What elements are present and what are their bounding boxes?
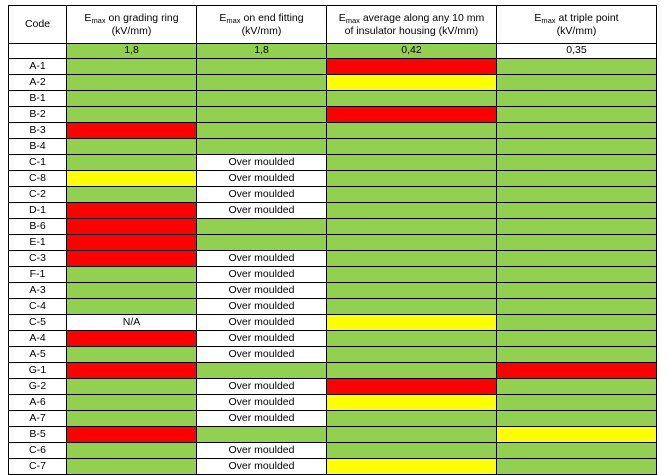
cell-housing — [327, 379, 497, 395]
cell-housing — [327, 203, 497, 219]
header-cell-housing — [327, 6, 497, 44]
cell-end-fitting: Over moulded — [197, 187, 327, 203]
cell-end-fitting — [197, 427, 327, 443]
cell-grading-ring — [67, 379, 197, 395]
table-row — [9, 411, 657, 427]
row-code-cell: A-3 — [9, 283, 67, 299]
table-row — [9, 363, 657, 379]
cell-housing — [327, 315, 497, 331]
table-row — [9, 443, 657, 459]
cell-triple-point — [497, 203, 657, 219]
table-row — [9, 347, 657, 363]
row-code-cell: C-5 — [9, 315, 67, 331]
row-code-cell: F-1 — [9, 267, 67, 283]
header-label-code: Code — [24, 18, 51, 31]
row-code-cell: B-1 — [9, 91, 67, 107]
cell-end-fitting: Over moulded — [197, 299, 327, 315]
cell-housing — [327, 59, 497, 75]
row-code-cell: A-4 — [9, 331, 67, 347]
table-row — [9, 299, 657, 315]
cell-housing — [327, 107, 497, 123]
limit-cell-housing: 0,42 — [327, 44, 497, 59]
cell-grading-ring — [67, 171, 197, 187]
row-code-cell: C-2 — [9, 187, 67, 203]
table-row — [9, 203, 657, 219]
table-row — [9, 171, 657, 187]
row-code-cell: C-1 — [9, 155, 67, 171]
cell-housing — [327, 91, 497, 107]
cell-triple-point — [497, 187, 657, 203]
cell-housing — [327, 395, 497, 411]
row-code-cell: G-2 — [9, 379, 67, 395]
cell-grading-ring — [67, 443, 197, 459]
cell-triple-point — [497, 171, 657, 187]
table-row — [9, 123, 657, 139]
cell-housing — [327, 219, 497, 235]
cell-grading-ring — [67, 219, 197, 235]
cell-grading-ring — [67, 203, 197, 219]
cell-triple-point — [497, 395, 657, 411]
table-row — [9, 219, 657, 235]
cell-triple-point — [497, 411, 657, 427]
header-label-housing: $E_{max}$ average along any 10 mm — [338, 11, 485, 25]
cell-end-fitting: Over moulded — [197, 315, 327, 331]
cell-triple-point — [497, 59, 657, 75]
cell-end-fitting — [197, 107, 327, 123]
cell-housing — [327, 299, 497, 315]
header-row — [9, 6, 657, 44]
cell-grading-ring — [67, 395, 197, 411]
row-code-cell: G-1 — [9, 363, 67, 379]
table-row — [9, 427, 657, 443]
table-row — [9, 139, 657, 155]
limits-row — [9, 44, 657, 59]
cell-end-fitting: Over moulded — [197, 331, 327, 347]
cell-housing — [327, 267, 497, 283]
cell-housing — [327, 459, 497, 475]
header-unit-housing: of insulator housing (kV/mm) — [344, 24, 479, 37]
row-code-cell: A-5 — [9, 347, 67, 363]
cell-end-fitting: Over moulded — [197, 411, 327, 427]
cell-housing — [327, 443, 497, 459]
cell-housing — [327, 235, 497, 251]
cell-end-fitting: Over moulded — [197, 395, 327, 411]
table-row — [9, 267, 657, 283]
row-code-cell: B-2 — [9, 107, 67, 123]
row-code-cell: C-8 — [9, 171, 67, 187]
cell-triple-point — [497, 363, 657, 379]
cell-triple-point — [497, 347, 657, 363]
cell-triple-point — [497, 107, 657, 123]
cell-grading-ring — [67, 75, 197, 91]
cell-grading-ring — [67, 139, 197, 155]
cell-housing — [327, 187, 497, 203]
cell-grading-ring — [67, 91, 197, 107]
cell-end-fitting: Over moulded — [197, 251, 327, 267]
cell-housing — [327, 155, 497, 171]
table-row — [9, 459, 657, 475]
cell-housing — [327, 363, 497, 379]
header-label-triple-point: $E_{max}$ at triple point — [534, 11, 619, 25]
cell-triple-point — [497, 331, 657, 347]
cell-grading-ring — [67, 155, 197, 171]
table-row — [9, 235, 657, 251]
cell-triple-point — [497, 267, 657, 283]
cell-end-fitting: Over moulded — [197, 203, 327, 219]
cell-end-fitting: Over moulded — [197, 347, 327, 363]
table-header — [9, 6, 657, 59]
cell-grading-ring — [67, 363, 197, 379]
cell-triple-point — [497, 219, 657, 235]
cell-triple-point — [497, 299, 657, 315]
cell-end-fitting: Over moulded — [197, 459, 327, 475]
cell-triple-point — [497, 427, 657, 443]
cell-triple-point — [497, 283, 657, 299]
header-unit-end-fitting: (kV/mm) — [241, 24, 282, 37]
limit-cell-grading-ring: 1,8 — [67, 44, 197, 59]
cell-grading-ring — [67, 123, 197, 139]
cell-grading-ring — [67, 299, 197, 315]
cell-end-fitting — [197, 75, 327, 91]
row-code-cell: A-6 — [9, 395, 67, 411]
cell-housing — [327, 427, 497, 443]
cell-end-fitting: Over moulded — [197, 443, 327, 459]
cell-housing — [327, 139, 497, 155]
cell-housing — [327, 171, 497, 187]
cell-housing — [327, 411, 497, 427]
header-cell-grading-ring — [67, 6, 197, 44]
row-code-cell: B-5 — [9, 427, 67, 443]
row-code-cell: A-1 — [9, 59, 67, 75]
cell-triple-point — [497, 235, 657, 251]
table-row — [9, 75, 657, 91]
row-code-cell: B-4 — [9, 139, 67, 155]
cell-grading-ring — [67, 267, 197, 283]
cell-housing — [327, 331, 497, 347]
results-table-container — [8, 5, 656, 475]
limit-cell-triple-point: 0,35 — [497, 44, 657, 59]
cell-grading-ring: N/A — [67, 315, 197, 331]
cell-end-fitting — [197, 123, 327, 139]
row-code-cell: A-7 — [9, 411, 67, 427]
cell-housing — [327, 347, 497, 363]
table-row — [9, 59, 657, 75]
table-row — [9, 283, 657, 299]
cell-end-fitting: Over moulded — [197, 283, 327, 299]
row-code-cell: B-6 — [9, 219, 67, 235]
cell-grading-ring — [67, 331, 197, 347]
cell-housing — [327, 251, 497, 267]
table-row — [9, 107, 657, 123]
cell-end-fitting — [197, 91, 327, 107]
cell-housing — [327, 123, 497, 139]
header-unit-triple-point: (kV/mm) — [556, 24, 597, 37]
cell-triple-point — [497, 315, 657, 331]
row-code-cell: D-1 — [9, 203, 67, 219]
table-row — [9, 251, 657, 267]
cell-end-fitting: Over moulded — [197, 379, 327, 395]
cell-end-fitting: Over moulded — [197, 155, 327, 171]
cell-grading-ring — [67, 283, 197, 299]
cell-end-fitting — [197, 363, 327, 379]
table-row — [9, 91, 657, 107]
cell-triple-point — [497, 91, 657, 107]
limit-cell-end-fitting: 1,8 — [197, 44, 327, 59]
cell-triple-point — [497, 123, 657, 139]
cell-triple-point — [497, 155, 657, 171]
cell-triple-point — [497, 443, 657, 459]
cell-end-fitting — [197, 219, 327, 235]
row-code-cell: C-6 — [9, 443, 67, 459]
cell-end-fitting: Over moulded — [197, 171, 327, 187]
cell-grading-ring — [67, 235, 197, 251]
cell-end-fitting — [197, 139, 327, 155]
limit-cell-code — [9, 44, 67, 59]
header-label-grading-ring: $E_{max}$ on grading ring — [84, 11, 179, 25]
cell-grading-ring — [67, 347, 197, 363]
cell-housing — [327, 75, 497, 91]
cell-end-fitting: Over moulded — [197, 267, 327, 283]
header-cell-code — [9, 6, 67, 44]
table-row — [9, 187, 657, 203]
cell-housing — [327, 283, 497, 299]
cell-grading-ring — [67, 107, 197, 123]
row-code-cell: E-1 — [9, 235, 67, 251]
row-code-cell: C-4 — [9, 299, 67, 315]
cell-grading-ring — [67, 459, 197, 475]
cell-triple-point — [497, 139, 657, 155]
cell-grading-ring — [67, 59, 197, 75]
cell-triple-point — [497, 75, 657, 91]
row-code-cell: C-3 — [9, 251, 67, 267]
cell-triple-point — [497, 379, 657, 395]
header-label-end-fitting: $E_{max}$ on end fitting — [219, 11, 304, 25]
table-body — [9, 59, 657, 475]
cell-grading-ring — [67, 187, 197, 203]
row-code-cell: C-7 — [9, 459, 67, 475]
cell-end-fitting — [197, 235, 327, 251]
table-row — [9, 155, 657, 171]
header-cell-end-fitting — [197, 6, 327, 44]
table-row — [9, 331, 657, 347]
cell-triple-point — [497, 459, 657, 475]
cell-end-fitting — [197, 59, 327, 75]
table-row — [9, 379, 657, 395]
cell-grading-ring — [67, 251, 197, 267]
row-code-cell: A-2 — [9, 75, 67, 91]
table-row — [9, 315, 657, 331]
cell-grading-ring — [67, 411, 197, 427]
header-unit-grading-ring: (kV/mm) — [111, 24, 152, 37]
row-code-cell: B-3 — [9, 123, 67, 139]
table-row — [9, 395, 657, 411]
electric-field-results-table — [8, 5, 657, 475]
cell-grading-ring — [67, 427, 197, 443]
cell-triple-point — [497, 251, 657, 267]
header-cell-triple-point — [497, 6, 657, 44]
